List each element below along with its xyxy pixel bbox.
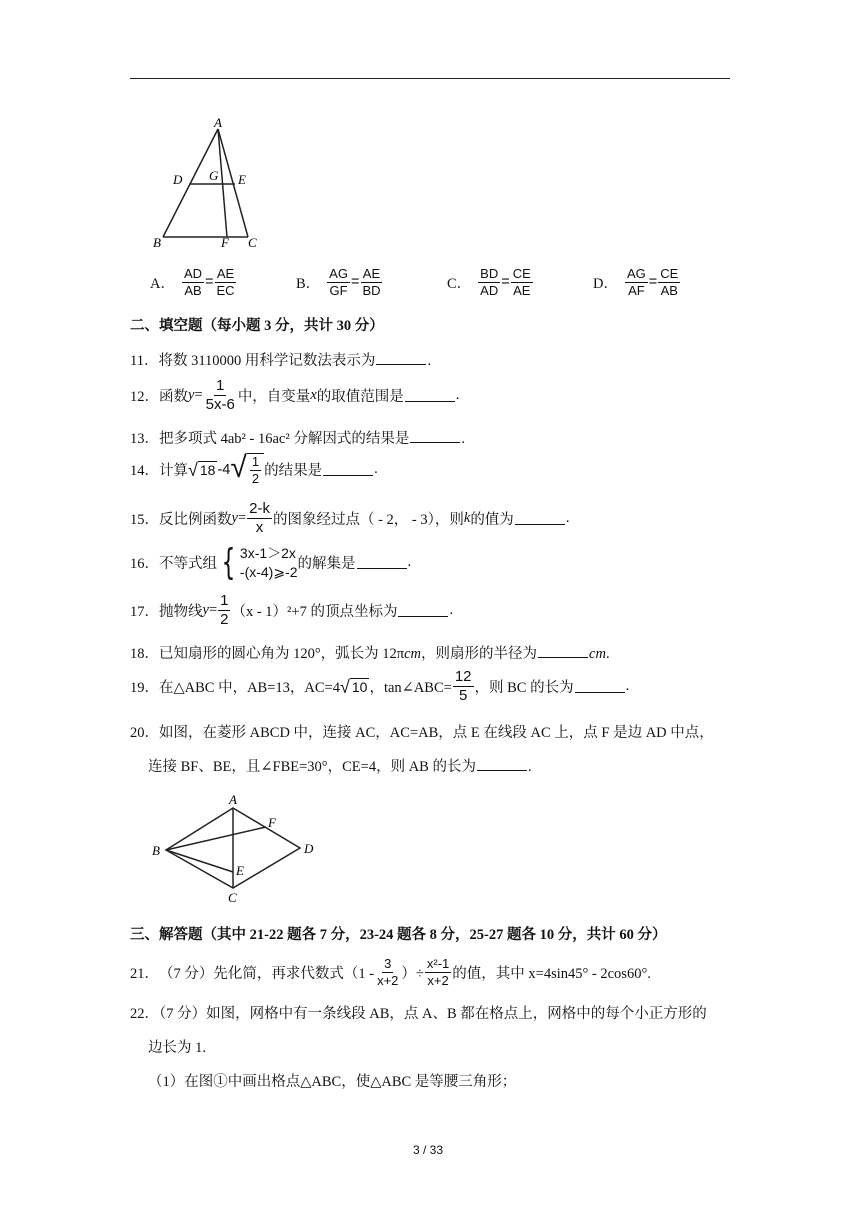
answer-blank xyxy=(323,463,373,476)
answer-blank xyxy=(477,758,527,771)
fig2-label-c: C xyxy=(228,890,237,905)
option-c: C． $\frac{BD}{AD}$ = $\frac{CE}{AE}$ xyxy=(447,266,531,298)
fraction: $\frac{AD}{AB}$ xyxy=(183,266,203,298)
fraction: $\frac{AE}{BD}$ xyxy=(362,266,381,298)
square-root: √ 10 xyxy=(339,676,368,697)
option-b: B． $\frac{AG}{GF}$ = $\frac{AE}{BD}$ xyxy=(296,266,381,298)
question-13: 13．把多项式 4ab² - 16ac² 分解因式的结果是 . xyxy=(130,431,465,447)
fraction: $\frac{1}{2}$ xyxy=(220,592,229,628)
question-22-part-1: （1）在图①中画出格点△ABC，使△ABC 是等腰三角形； xyxy=(148,1074,517,1090)
fraction: $\frac{AG}{AF}$ xyxy=(626,266,646,298)
option-d: D． $\frac{AG}{AF}$ = $\frac{CE}{AB}$ xyxy=(593,266,679,298)
answer-blank xyxy=(398,604,448,617)
answer-blank xyxy=(410,430,460,443)
question-11: 11．将数 3110000 用科学记数法表示为 . xyxy=(130,353,432,369)
fig1-label-c: C xyxy=(248,235,257,250)
question-19: 19． 在△ABC 中，AB=13，AC=4 √ 10 ，tan∠ABC= $\frac{12}{5}$ ，则 BC 的长为 . xyxy=(130,668,630,704)
triangle-figure xyxy=(145,115,270,255)
question-17: 17． 抛物线 y = $\frac{1}{2}$ （x - 1）²+7 的顶点坐标为 . xyxy=(130,592,454,628)
question-22-line-2: 边长为 1. xyxy=(148,1040,206,1056)
question-22-line-1: 22．（7 分）如图，网格中有一条线段 AB，点 A、B 都在格点上，网格中的每个小正方形的 xyxy=(130,1006,707,1022)
question-18: 18．已知扇形的圆心角为 120°，弧长为 12πcm，则扇形的半径为 cm. xyxy=(130,646,610,662)
fig1-label-g: G xyxy=(209,168,219,183)
square-root: √ $\frac{1}{2}$ xyxy=(230,453,264,486)
section-2-heading: 二、填空题（每小题 3 分，共计 30 分） xyxy=(130,318,384,334)
fraction: $\frac{12}{5}$ xyxy=(454,668,472,704)
section-3-heading: 三、解答题（其中 21-22 题各 7 分，23-24 题各 8 分，25-27 题各 10 分，共计 60 分） xyxy=(130,927,667,943)
answer-blank xyxy=(515,512,565,525)
fig2-label-b: B xyxy=(152,843,160,858)
fraction: $\frac{CE}{AE}$ xyxy=(512,266,531,298)
rhombus-figure xyxy=(148,790,328,905)
square-root: √ 18 xyxy=(188,459,216,480)
fraction: $\frac{AG}{GF}$ xyxy=(329,266,348,298)
fig2-label-a: A xyxy=(229,792,237,807)
question-14: 14． 计算 √ 18 -4 √ $\frac{1}{2}$ 的结果是 . xyxy=(130,451,378,486)
fraction: $\frac{BD}{AD}$ xyxy=(480,266,499,298)
fig2-label-e: E xyxy=(236,863,244,878)
fraction: $\frac{2-k}{x}$ xyxy=(249,500,270,536)
question-20-line-1: 20．如图，在菱形 ABCD 中，连接 AC，AC=AB，点 E 在线段 AC 上，点 F 是边 AD 中点， xyxy=(130,725,714,741)
fig1-label-f: F xyxy=(221,235,229,250)
fig2-label-f: F xyxy=(268,815,276,830)
fig1-label-a: A xyxy=(214,115,222,130)
answer-blank xyxy=(357,556,407,569)
question-15: 15． 反比例函数 y = $\frac{2-k}{x}$ 的图象经过点（ - 2， - 3），则 k 的值为 . xyxy=(130,500,570,536)
question-16: 16． 不等式组 { 3x-1＞2x -(x-4)⩾-2 的解集是 . xyxy=(130,541,412,583)
question-20-line-2: 连接 BF、BE，且∠FBE=30°，CE=4，则 AB 的长为 . xyxy=(148,759,532,775)
inequality-system: { 3x-1＞2x -(x-4)⩾-2 xyxy=(221,541,298,583)
fraction: $\frac{AE}{EC}$ xyxy=(216,266,235,298)
fraction: $\frac{CE}{AB}$ xyxy=(660,266,679,298)
answer-blank xyxy=(405,389,455,402)
fraction: $\frac{3}{x+2}$ xyxy=(377,956,399,988)
fraction: $\frac{\text{x²-1}}{x+2}$ xyxy=(426,956,450,988)
answer-blank xyxy=(538,645,588,658)
fig1-label-e: E xyxy=(238,172,246,187)
page-number: 3 / 33 xyxy=(413,1143,444,1157)
question-12: 12． 函数 y = $\frac{1}{5x-6}$ 中，自变量 x 的取值范围是 . xyxy=(130,377,460,413)
header-rule xyxy=(130,78,730,79)
question-21: 21． （7 分）先化简，再求代数式（1 - $\frac{3}{x+2}$ ）÷ $\frac{\text{x²-1}}{x+2}$ 的值，其中 x=4sin45° - 2cos60°. xyxy=(130,956,651,988)
fig1-label-b: B xyxy=(153,235,161,250)
fig1-label-d: D xyxy=(173,172,183,187)
fraction: $\frac{1}{5x-6}$ xyxy=(205,377,235,413)
answer-blank xyxy=(376,352,426,365)
answer-blank xyxy=(575,680,625,693)
fig2-label-d: D xyxy=(304,841,314,856)
option-a: A． $\frac{AD}{AB}$ = $\frac{AE}{EC}$ xyxy=(150,266,235,298)
